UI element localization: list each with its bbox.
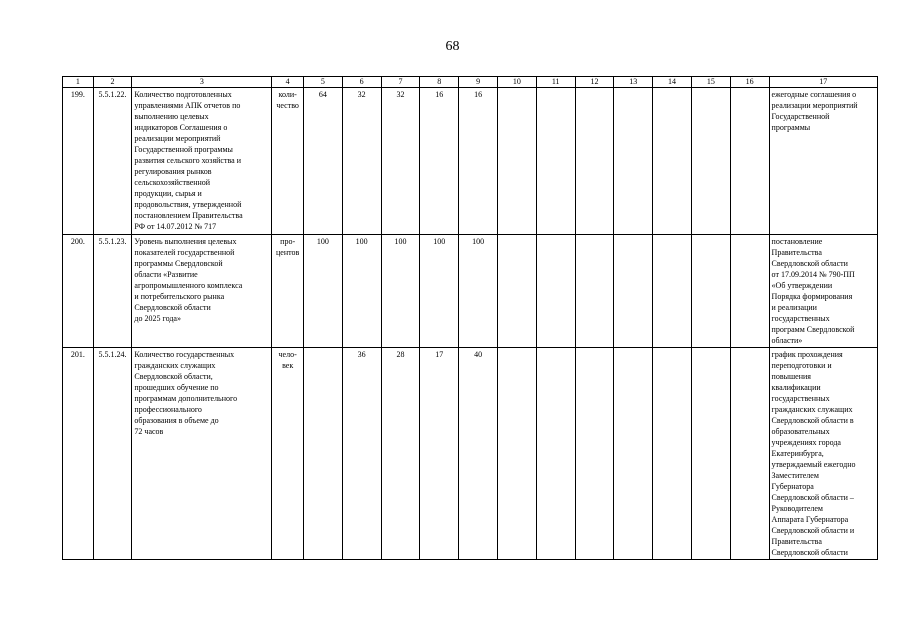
column-header: 8 (420, 77, 459, 88)
value-cell (536, 348, 575, 560)
column-header: 14 (653, 77, 692, 88)
unit: про- центов (272, 235, 304, 348)
value-cell (536, 235, 575, 348)
value-cell (575, 88, 614, 235)
column-header: 16 (730, 77, 769, 88)
value-cell (614, 348, 653, 560)
value-cell (497, 88, 536, 235)
value-cell (653, 348, 692, 560)
basis-note: график прохождения переподготовки и повышения квалификации государственных гражданских служащих Свердловской области в образовательных учреждениях города Екатеринбурга, утверждаемый ежегодно Заместителем Губернатора Свердловской области – Руководителем Аппарата Губернатора Свердловской области и Правительства Свердловской области (769, 348, 877, 560)
row-number: 200. (63, 235, 94, 348)
value-cell: 32 (342, 88, 381, 235)
value-cell: 36 (342, 348, 381, 560)
column-header: 5 (303, 77, 342, 88)
value-cell: 32 (381, 88, 420, 235)
value-cell: 100 (459, 235, 498, 348)
value-cell (730, 235, 769, 348)
header-row (63, 77, 878, 88)
value-cell: 100 (342, 235, 381, 348)
value-cell: 28 (381, 348, 420, 560)
value-cell (653, 235, 692, 348)
value-cell: 64 (303, 88, 342, 235)
value-cell (575, 348, 614, 560)
table-row (63, 235, 878, 348)
column-header: 13 (614, 77, 653, 88)
table-row (63, 88, 878, 235)
value-cell (730, 88, 769, 235)
value-cell (614, 88, 653, 235)
column-header: 17 (769, 77, 877, 88)
value-cell (691, 348, 730, 560)
column-header: 2 (93, 77, 132, 88)
column-header: 11 (536, 77, 575, 88)
unit: коли- чество (272, 88, 304, 235)
value-cell: 40 (459, 348, 498, 560)
row-code: 5.5.1.24. (93, 348, 132, 560)
column-header: 1 (63, 77, 94, 88)
value-cell: 100 (381, 235, 420, 348)
value-cell: 17 (420, 348, 459, 560)
value-cell: 16 (459, 88, 498, 235)
basis-note: ежегодные соглашения о реализации мероприятий Государственной программы (769, 88, 877, 235)
column-header: 12 (575, 77, 614, 88)
value-cell (653, 88, 692, 235)
value-cell (497, 348, 536, 560)
column-header: 7 (381, 77, 420, 88)
value-cell (536, 88, 575, 235)
column-header: 9 (459, 77, 498, 88)
column-header: 6 (342, 77, 381, 88)
value-cell (691, 235, 730, 348)
row-code: 5.5.1.22. (93, 88, 132, 235)
page-number: 68 (445, 39, 460, 54)
value-cell: 100 (303, 235, 342, 348)
value-cell (730, 348, 769, 560)
value-cell (691, 88, 730, 235)
value-cell (614, 235, 653, 348)
table-row (63, 348, 878, 560)
indicator-name: Уровень выполнения целевых показателей государственной программы Свердловской области «Развитие агропромышленного комплекса и потребительского рынка Свердловской области до 2025 года» (132, 235, 272, 348)
unit: чело- век (272, 348, 304, 560)
indicators-table (62, 76, 878, 560)
row-number: 199. (63, 88, 94, 235)
column-header: 10 (497, 77, 536, 88)
basis-note: постановление Правительства Свердловской области от 17.09.2014 № 790-ПП «Об утверждении Порядка формирования и реализации государственных программ Свердловской области» (769, 235, 877, 348)
column-header: 3 (132, 77, 272, 88)
value-cell (575, 235, 614, 348)
column-header: 4 (272, 77, 304, 88)
indicator-name: Количество подготовленных управлениями АПК отчетов по выполнению целевых индикаторов Соглашения о реализации мероприятий Государственной программы развития сельского хозяйства и регулирования рынков сельскохозяйственной продукции, сырья и продовольствия, утвержденной постановлением Правительства РФ от 14.07.2012 № 717 (132, 88, 272, 235)
row-number: 201. (63, 348, 94, 560)
value-cell (497, 235, 536, 348)
row-code: 5.5.1.23. (93, 235, 132, 348)
column-header: 15 (691, 77, 730, 88)
value-cell: 100 (420, 235, 459, 348)
value-cell: 16 (420, 88, 459, 235)
indicator-name: Количество государственных гражданских служащих Свердловской области, прошедших обучение по программам дополнительного профессионального образования в объеме до 72 часов (132, 348, 272, 560)
value-cell (303, 348, 342, 560)
